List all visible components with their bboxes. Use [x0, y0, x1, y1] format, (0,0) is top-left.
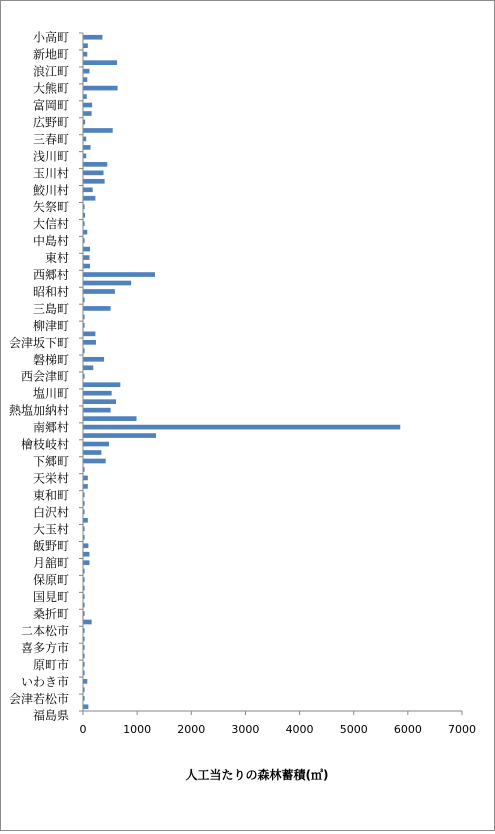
bar	[84, 493, 85, 498]
bar	[84, 365, 94, 370]
category-label: 二本松市	[20, 623, 69, 638]
category-label: 磐梯町	[32, 352, 69, 367]
forest-stock-bar-chart	[1, 1, 494, 830]
bar	[84, 603, 85, 608]
category-label: 喜多方市	[20, 640, 69, 655]
category-label: 昭和村	[32, 284, 69, 299]
category-label: 西郷村	[32, 268, 69, 283]
category-label: 東和町	[32, 488, 69, 503]
bar	[84, 526, 85, 531]
bar	[84, 137, 87, 142]
bar	[84, 255, 90, 260]
bar	[84, 628, 85, 633]
x-axis-title: 人工当たりの森林蓄積(㎥)	[185, 768, 329, 782]
category-label: 小高町	[32, 30, 69, 45]
bar	[84, 298, 85, 303]
bar	[84, 213, 86, 218]
bar	[84, 315, 85, 320]
category-label: 広野町	[32, 115, 69, 130]
bar	[84, 704, 89, 709]
category-label: 下郷町	[32, 454, 69, 469]
bar	[84, 281, 132, 286]
category-label: 大熊町	[32, 81, 69, 96]
bar	[84, 221, 85, 226]
category-label: 西会津町	[20, 369, 69, 384]
bar	[84, 645, 85, 650]
bar	[84, 306, 111, 311]
bar	[84, 35, 103, 40]
bar	[84, 408, 111, 413]
category-label: 桑折町	[32, 607, 69, 622]
x-tick-labels	[80, 711, 477, 736]
category-label: 檜枝岐村	[20, 437, 69, 452]
category-label: 大信村	[32, 217, 69, 232]
bar	[84, 103, 93, 108]
bar	[84, 399, 116, 404]
bar	[84, 289, 115, 294]
bar	[84, 671, 85, 676]
category-label: 保原町	[32, 573, 69, 588]
bars	[84, 35, 401, 709]
bar	[84, 154, 87, 159]
bar	[84, 332, 96, 337]
category-label: 国見町	[32, 590, 69, 605]
bar	[84, 162, 108, 167]
bar	[84, 94, 87, 99]
bar	[84, 230, 88, 235]
bar	[84, 348, 85, 353]
category-label: 天栄村	[32, 471, 69, 486]
category-label: 原町市	[32, 657, 69, 672]
bar	[84, 518, 88, 523]
category-labels	[9, 30, 83, 723]
bar	[84, 171, 104, 176]
bar	[84, 611, 85, 616]
bar	[84, 52, 88, 57]
bar	[84, 569, 85, 574]
bar	[84, 60, 118, 65]
category-label: 新地町	[32, 47, 69, 62]
bar	[84, 442, 109, 447]
bar	[84, 552, 90, 557]
bar	[84, 535, 85, 540]
bar	[84, 69, 90, 74]
bar	[84, 467, 85, 472]
category-label: 南郷村	[32, 420, 69, 435]
bar	[84, 128, 113, 133]
x-tick-label: 1000	[123, 723, 152, 736]
x-tick-label: 6000	[393, 723, 422, 736]
category-label: いわき市	[20, 674, 69, 689]
bar	[84, 577, 85, 582]
bar	[84, 433, 157, 438]
category-label: 鮫川村	[32, 183, 69, 198]
category-label: 塩川町	[32, 386, 69, 401]
category-label: 月舘町	[32, 556, 69, 571]
bar	[84, 416, 137, 421]
category-label: 富岡町	[32, 98, 69, 113]
category-label: 柳津町	[32, 318, 69, 333]
bar	[84, 594, 85, 599]
bar	[84, 679, 88, 684]
bar	[84, 391, 112, 396]
category-label: 熱塩加納村	[8, 403, 69, 418]
bar	[84, 425, 401, 430]
bar	[84, 77, 88, 82]
bar	[84, 484, 88, 489]
category-label: 白沢村	[32, 505, 69, 520]
x-tick-label: 2000	[177, 723, 206, 736]
bar	[84, 662, 85, 667]
category-label: 中島村	[32, 234, 69, 249]
category-label: 浪江町	[32, 64, 69, 79]
category-label: 玉川村	[32, 166, 69, 181]
category-label: 会津若松市	[8, 691, 69, 706]
category-label: 飯野町	[32, 539, 69, 554]
bar	[84, 560, 90, 565]
bar	[84, 340, 96, 345]
bar	[84, 510, 85, 515]
x-tick-label: 0	[79, 723, 87, 736]
bar	[84, 382, 121, 387]
bar	[84, 179, 105, 184]
category-label: 矢祭町	[32, 200, 69, 215]
bar	[84, 187, 93, 192]
bar	[84, 357, 105, 362]
bar	[84, 247, 91, 252]
x-tick-label: 7000	[448, 723, 476, 736]
bar	[84, 264, 91, 269]
bar	[84, 204, 85, 209]
bar	[84, 637, 85, 642]
bar	[84, 687, 85, 692]
bar	[84, 86, 118, 91]
x-tick-label: 3000	[231, 723, 260, 736]
bar	[84, 196, 96, 201]
category-label: 会津坂下町	[8, 335, 69, 350]
bar	[84, 272, 155, 277]
bar	[84, 459, 106, 464]
bar	[84, 450, 102, 455]
bar	[84, 620, 92, 625]
bar	[84, 654, 85, 659]
bar	[84, 145, 91, 150]
bar	[84, 43, 88, 48]
category-label: 大玉村	[32, 522, 69, 537]
bar	[84, 323, 85, 328]
bar	[84, 586, 85, 591]
category-label: 浅川町	[32, 149, 69, 164]
bar	[84, 238, 85, 243]
category-label: 三春町	[32, 132, 69, 147]
category-label: 東村	[44, 251, 69, 266]
bar	[84, 120, 86, 125]
bar	[84, 543, 89, 548]
x-tick-label: 5000	[339, 723, 368, 736]
bar	[84, 476, 88, 481]
category-label: 福島県	[32, 708, 69, 723]
bar	[84, 501, 85, 506]
x-tick-label: 4000	[285, 723, 314, 736]
bar	[84, 696, 85, 701]
category-label: 三島町	[32, 301, 69, 316]
bar	[84, 374, 85, 379]
bar	[84, 111, 92, 116]
